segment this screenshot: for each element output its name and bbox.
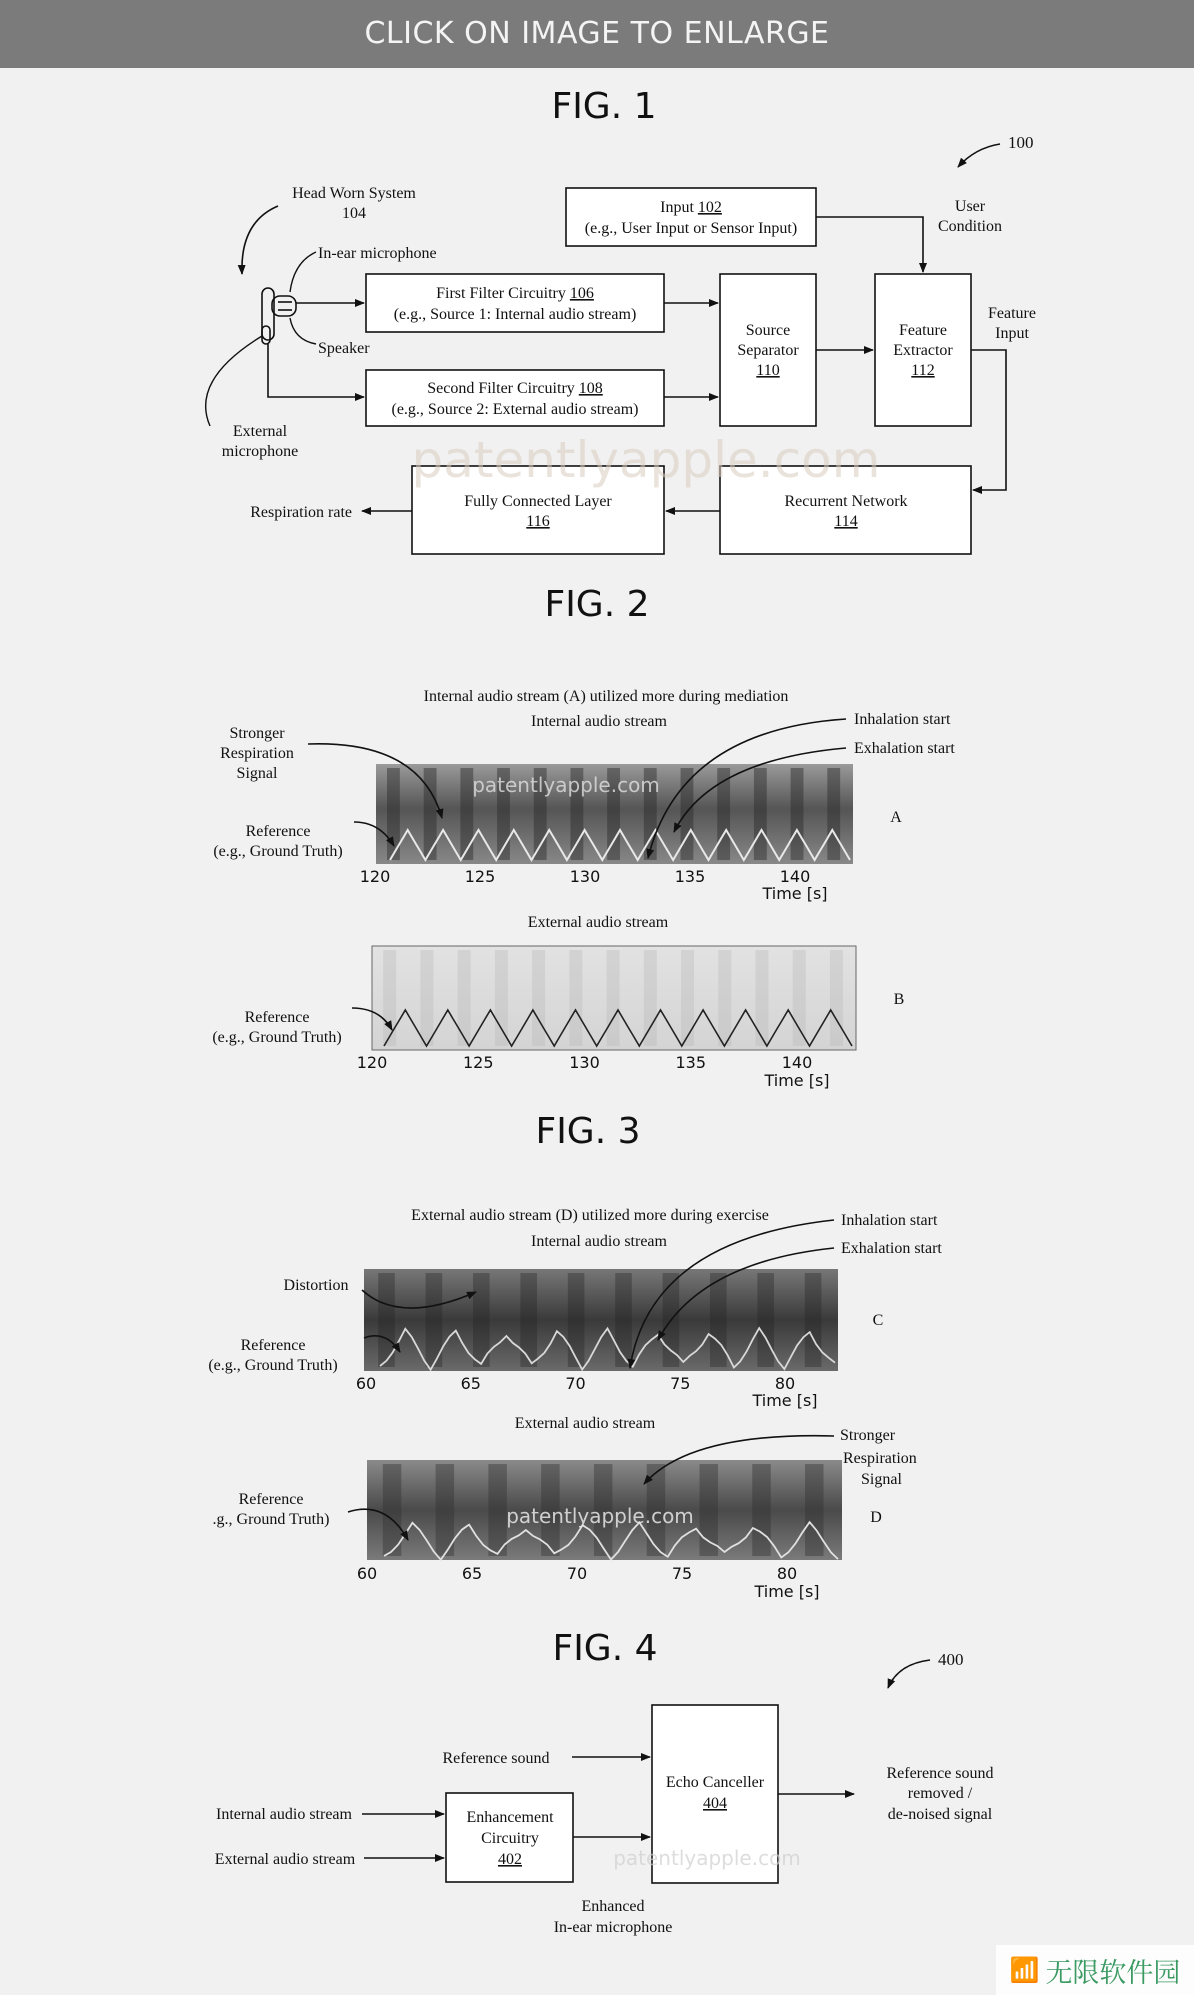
x-tick-label: 65 xyxy=(461,1564,483,1583)
reference-d-2: .g., Ground Truth) xyxy=(212,1511,330,1528)
fig2-title: FIG. 2 xyxy=(544,584,650,625)
x-tick-label: 75 xyxy=(671,1564,693,1583)
reference-b-1: Reference xyxy=(244,1009,310,1026)
x-tick-label: 135 xyxy=(675,1053,707,1072)
echo-canceller-num: 404 xyxy=(703,1795,727,1812)
output-3: de-noised signal xyxy=(887,1806,993,1823)
source-separator-2: Separator xyxy=(737,342,799,359)
distortion-label: Distortion xyxy=(283,1277,349,1294)
x-label-b: Time [s] xyxy=(764,1071,830,1090)
reference-a-1: Reference xyxy=(245,823,311,840)
spectrogram-band xyxy=(754,768,767,860)
x-tick-label: 60 xyxy=(355,1374,377,1393)
spectrogram-band xyxy=(681,950,694,1046)
x-tick-label: 135 xyxy=(674,867,706,886)
second-filter-label: Second Filter Circuitry 108 xyxy=(427,380,603,397)
x-tick-label: 75 xyxy=(670,1374,691,1393)
spectrogram-band xyxy=(710,1273,727,1367)
x-tick-label: 65 xyxy=(460,1374,481,1393)
inhalation-c: Inhalation start xyxy=(841,1212,938,1229)
output-1: Reference sound xyxy=(886,1765,994,1782)
speaker-label: Speaker xyxy=(318,340,370,357)
fig2-caption: Internal audio stream (A) utilized more during mediation xyxy=(423,688,789,705)
spectrogram-band xyxy=(495,950,508,1046)
stronger-d-1: Stronger xyxy=(840,1427,896,1444)
x-label-a: Time [s] xyxy=(762,884,828,903)
enhanced-mic-1: Enhanced xyxy=(581,1898,645,1915)
spectrogram-band xyxy=(757,1273,774,1367)
input-box-label: Input 102 xyxy=(660,199,722,216)
panel-a-title: Internal audio stream xyxy=(531,713,667,730)
feature-extractor-1: Feature xyxy=(899,322,947,339)
fig4 xyxy=(215,1628,994,1936)
spectrogram-band xyxy=(569,950,582,1046)
feature-input-2: Input xyxy=(995,325,1029,342)
echo-canceller-label: Echo Canceller xyxy=(665,1774,765,1791)
stronger-1: Stronger xyxy=(229,725,285,742)
x-axis-d xyxy=(357,1564,797,1583)
spectrogram-band xyxy=(532,950,545,1046)
spectrogram-band xyxy=(830,950,843,1046)
bar-chart-icon: 📶 xyxy=(1009,1956,1040,1984)
head-worn-label: Head Worn System xyxy=(292,185,416,202)
recurrent-network-label: Recurrent Network xyxy=(784,493,908,510)
spectrogram-band xyxy=(805,1464,823,1556)
spectrogram-band xyxy=(383,950,396,1046)
watermark-2: patentlyapple.com xyxy=(472,773,660,797)
first-filter-sub: (e.g., Source 1: Internal audio stream) xyxy=(393,306,637,323)
spectrogram-band xyxy=(827,768,840,860)
respiration-rate-label: Respiration rate xyxy=(250,504,352,521)
internal-stream-label: Internal audio stream xyxy=(216,1806,352,1823)
enhancement-2: Circuitry xyxy=(481,1830,539,1847)
site-badge-text: 无限软件园 xyxy=(1045,1957,1181,1989)
spectrogram-band xyxy=(718,950,731,1046)
x-tick-label: 125 xyxy=(462,1053,494,1072)
external-mic-label-2: microphone xyxy=(221,443,299,460)
x-tick-label: 140 xyxy=(779,867,811,886)
x-tick-label: 60 xyxy=(356,1564,378,1583)
inhalation-a: Inhalation start xyxy=(854,711,951,728)
x-label-c: Time [s] xyxy=(752,1391,818,1410)
spectrogram-band xyxy=(458,950,471,1046)
stronger-3: Signal xyxy=(236,765,278,782)
reference-sound-label: Reference sound xyxy=(442,1750,550,1767)
second-filter-sub: (e.g., Source 2: External audio stream) xyxy=(391,401,639,418)
spectrogram-band xyxy=(383,1464,401,1556)
panel-d-title: External audio stream xyxy=(514,1415,656,1432)
x-tick-label: 130 xyxy=(569,867,601,886)
stronger-2: Respiration xyxy=(220,745,294,762)
source-separator-1: Source xyxy=(745,322,791,339)
spectrogram-band xyxy=(607,950,620,1046)
x-tick-label: 140 xyxy=(781,1053,813,1072)
spectrogram-band xyxy=(420,950,433,1046)
reference-a-2: (e.g., Ground Truth) xyxy=(213,843,343,860)
feature-extractor-2: Extractor xyxy=(893,342,953,359)
x-tick-label: 125 xyxy=(464,867,496,886)
x-tick-label: 80 xyxy=(776,1564,798,1583)
spectrogram-band xyxy=(568,1273,585,1367)
enhancement-num: 402 xyxy=(498,1851,522,1868)
external-mic-label-1: External xyxy=(232,423,288,440)
x-axis-b xyxy=(357,1053,813,1072)
reference-b-2: (e.g., Ground Truth) xyxy=(212,1029,342,1046)
fig4-ref: 400 xyxy=(938,1650,964,1669)
input-box-sub: (e.g., User Input or Sensor Input) xyxy=(584,220,798,237)
x-label-d: Time [s] xyxy=(754,1582,820,1601)
x-tick-label: 80 xyxy=(774,1374,796,1393)
spectrogram-band xyxy=(793,950,806,1046)
reference-d-1: Reference xyxy=(238,1491,304,1508)
spectrogram-band xyxy=(436,1464,454,1556)
panel-c-title: Internal audio stream xyxy=(531,1233,667,1250)
reference-c-1: Reference xyxy=(240,1337,306,1354)
stronger-d-3: Signal xyxy=(861,1471,902,1488)
x-tick-label: 130 xyxy=(569,1053,600,1072)
exhalation-c: Exhalation start xyxy=(841,1240,942,1257)
label-c: C xyxy=(872,1312,884,1329)
feature-input-1: Feature xyxy=(988,305,1036,322)
fig3-caption: External audio stream (D) utilized more during exercise xyxy=(411,1207,769,1224)
watermark-1: patentlyapple.com xyxy=(411,431,881,489)
spectrogram-band xyxy=(791,768,804,860)
fig3-title: FIG. 3 xyxy=(535,1111,641,1152)
user-condition-2: Condition xyxy=(937,218,1003,235)
x-tick-label: 70 xyxy=(565,1374,586,1393)
panel-b-title: External audio stream xyxy=(527,914,669,931)
x-tick-label: 70 xyxy=(566,1564,588,1583)
output-2: removed / xyxy=(907,1785,973,1802)
enhancement-1: Enhancement xyxy=(466,1809,554,1826)
spectrogram-band xyxy=(805,1273,822,1367)
reference-c-2: (e.g., Ground Truth) xyxy=(208,1357,338,1374)
x-tick-label: 120 xyxy=(359,867,391,886)
spectrogram-band xyxy=(755,950,768,1046)
spectrogram-band xyxy=(488,1464,506,1556)
first-filter-label: First Filter Circuitry 106 xyxy=(436,285,594,302)
head-worn-num: 104 xyxy=(342,205,366,222)
exhalation-a: Exhalation start xyxy=(854,740,955,757)
x-tick-label: 120 xyxy=(356,1053,388,1072)
fig1-ref: 100 xyxy=(1008,133,1034,152)
spectrogram-band xyxy=(615,1273,632,1367)
earbud-icon xyxy=(262,288,296,344)
external-stream-label: External audio stream xyxy=(214,1851,356,1868)
fig1-title: FIG. 1 xyxy=(551,86,657,127)
stronger-d-2: Respiration xyxy=(843,1450,917,1467)
feature-extractor-num: 112 xyxy=(911,362,935,379)
x-axis-c xyxy=(356,1374,795,1393)
label-d: D xyxy=(870,1509,882,1526)
watermark-3: patentlyapple.com xyxy=(506,1504,694,1528)
user-condition-1: User xyxy=(954,198,986,215)
site-badge[interactable] xyxy=(996,1945,1194,1995)
fig2 xyxy=(212,584,955,1090)
in-ear-mic-label: In-ear microphone xyxy=(318,245,437,262)
spectrogram-band xyxy=(752,1464,770,1556)
x-axis-a xyxy=(360,867,811,886)
spectrogram-band xyxy=(520,1273,537,1367)
watermark-4: patentlyapple.com xyxy=(613,1846,801,1870)
spectrogram-band xyxy=(644,950,657,1046)
label-b: B xyxy=(893,991,905,1008)
enhanced-mic-2: In-ear microphone xyxy=(553,1919,673,1936)
fig4-title: FIG. 4 xyxy=(552,1628,658,1669)
source-separator-num: 110 xyxy=(756,362,780,379)
fully-connected-label: Fully Connected Layer xyxy=(464,493,612,510)
enlarge-label[interactable]: CLICK ON IMAGE TO ENLARGE xyxy=(364,16,830,51)
fully-connected-num: 116 xyxy=(526,513,550,530)
label-a: A xyxy=(890,809,902,826)
recurrent-network-num: 114 xyxy=(834,513,858,530)
